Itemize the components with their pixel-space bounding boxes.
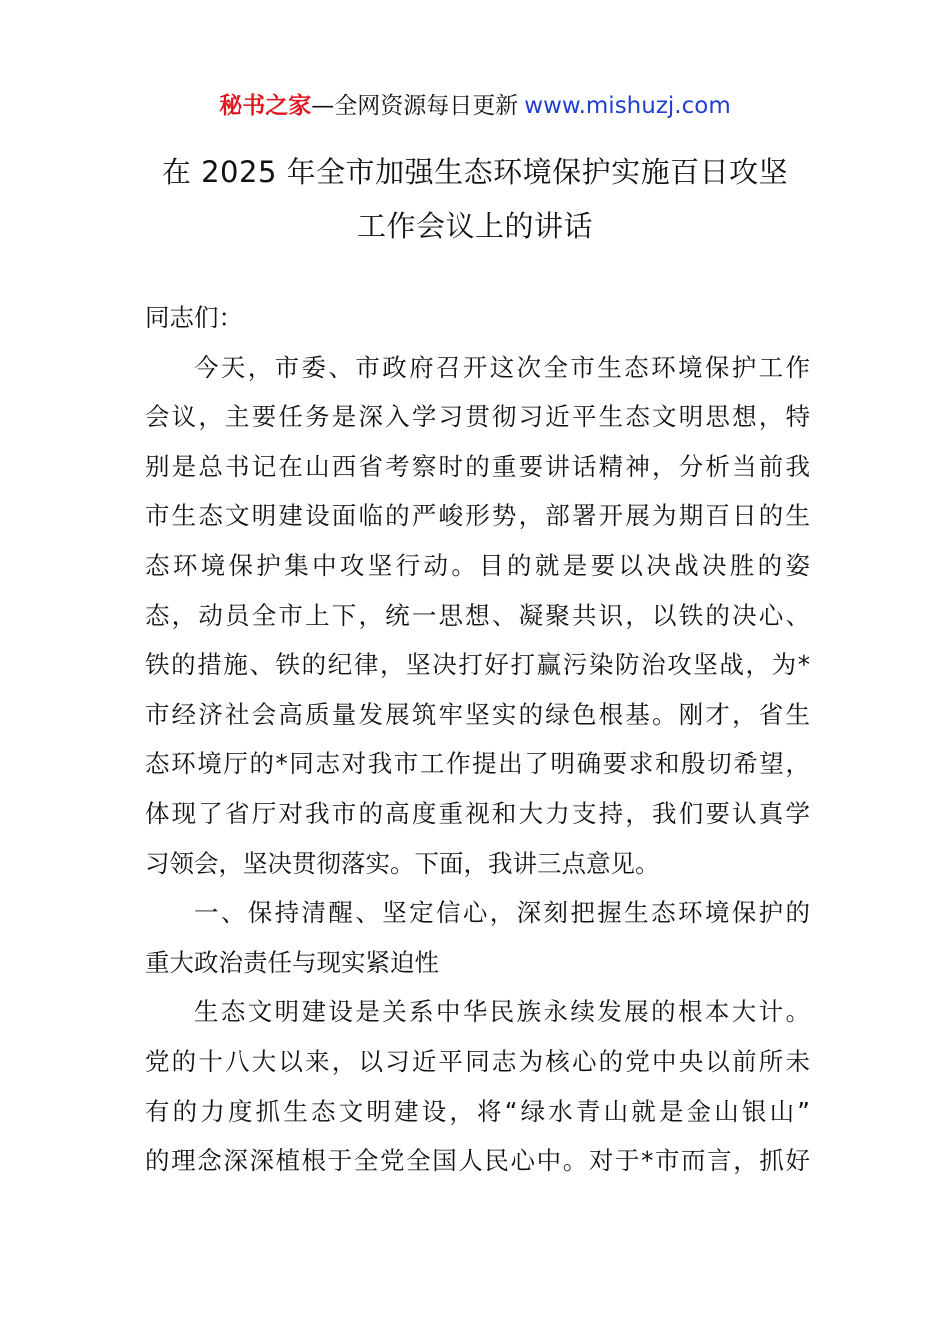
text-line: 会议，主要任务是深入学习贯彻习近平生态文明思想，特 (145, 402, 810, 432)
text-line: 体现了省厅对我市的高度重视和大力支持，我们要认真学 (145, 798, 810, 828)
text-line: 有的力度抓生态文明建设，将“绿水青山就是金山银山” (145, 1096, 810, 1126)
site-url-link[interactable]: www.mishuzj.com (524, 93, 731, 119)
text-line: 市生态文明建设面临的严峻形势，部署开展为期百日的生 (145, 501, 810, 531)
text-line: 党的十八大以来，以习近平同志为核心的党中央以前所未 (145, 1046, 810, 1076)
text-line: 态环境保护集中攻坚行动。目的就是要以决战决胜的姿 (145, 550, 810, 580)
text-line: 铁的措施、铁的纪律，坚决打好打赢污染防治攻坚战，为* (145, 650, 810, 680)
document-body (145, 293, 810, 1186)
text-line: 态，动员全市上下，统一思想、凝聚共识，以铁的决心、 (145, 600, 810, 630)
text-line: 生态文明建设是关系中华民族永续发展的根本大计。 (194, 997, 810, 1027)
text-line: 习领会，坚决贯彻落实。下面，我讲三点意见。 (145, 848, 660, 878)
text-line: 别是总书记在山西省考察时的重要讲话精神，分析当前我 (145, 451, 810, 481)
text-line: 态环境厅的*同志对我市工作提出了明确要求和殷切希望， (145, 749, 810, 779)
title-line-1: 在 2025 年全市加强生态环境保护实施百日攻坚 (161, 155, 789, 189)
site-header (0, 90, 950, 122)
text-line: 今天，市委、市政府召开这次全市生态环境保护工作 (194, 352, 810, 382)
section-heading-line: 重大政治责任与现实紧迫性 (145, 947, 439, 977)
salutation: 同志们： (145, 303, 243, 332)
site-tagline: —全网资源每日更新 (311, 93, 519, 119)
section-heading-line: 一、保持清醒、坚定信心，深刻把握生态环境保护的 (194, 898, 810, 928)
text-line: 市经济社会高质量发展筑牢坚实的绿色根基。刚才，省生 (145, 699, 810, 729)
document-title (120, 145, 830, 253)
text-line: 的理念深深植根于全党全国人民心中。对于*市而言，抓好 (145, 1146, 810, 1176)
title-line-2: 工作会议上的讲话 (356, 209, 593, 243)
site-brand: 秘书之家 (219, 93, 312, 119)
